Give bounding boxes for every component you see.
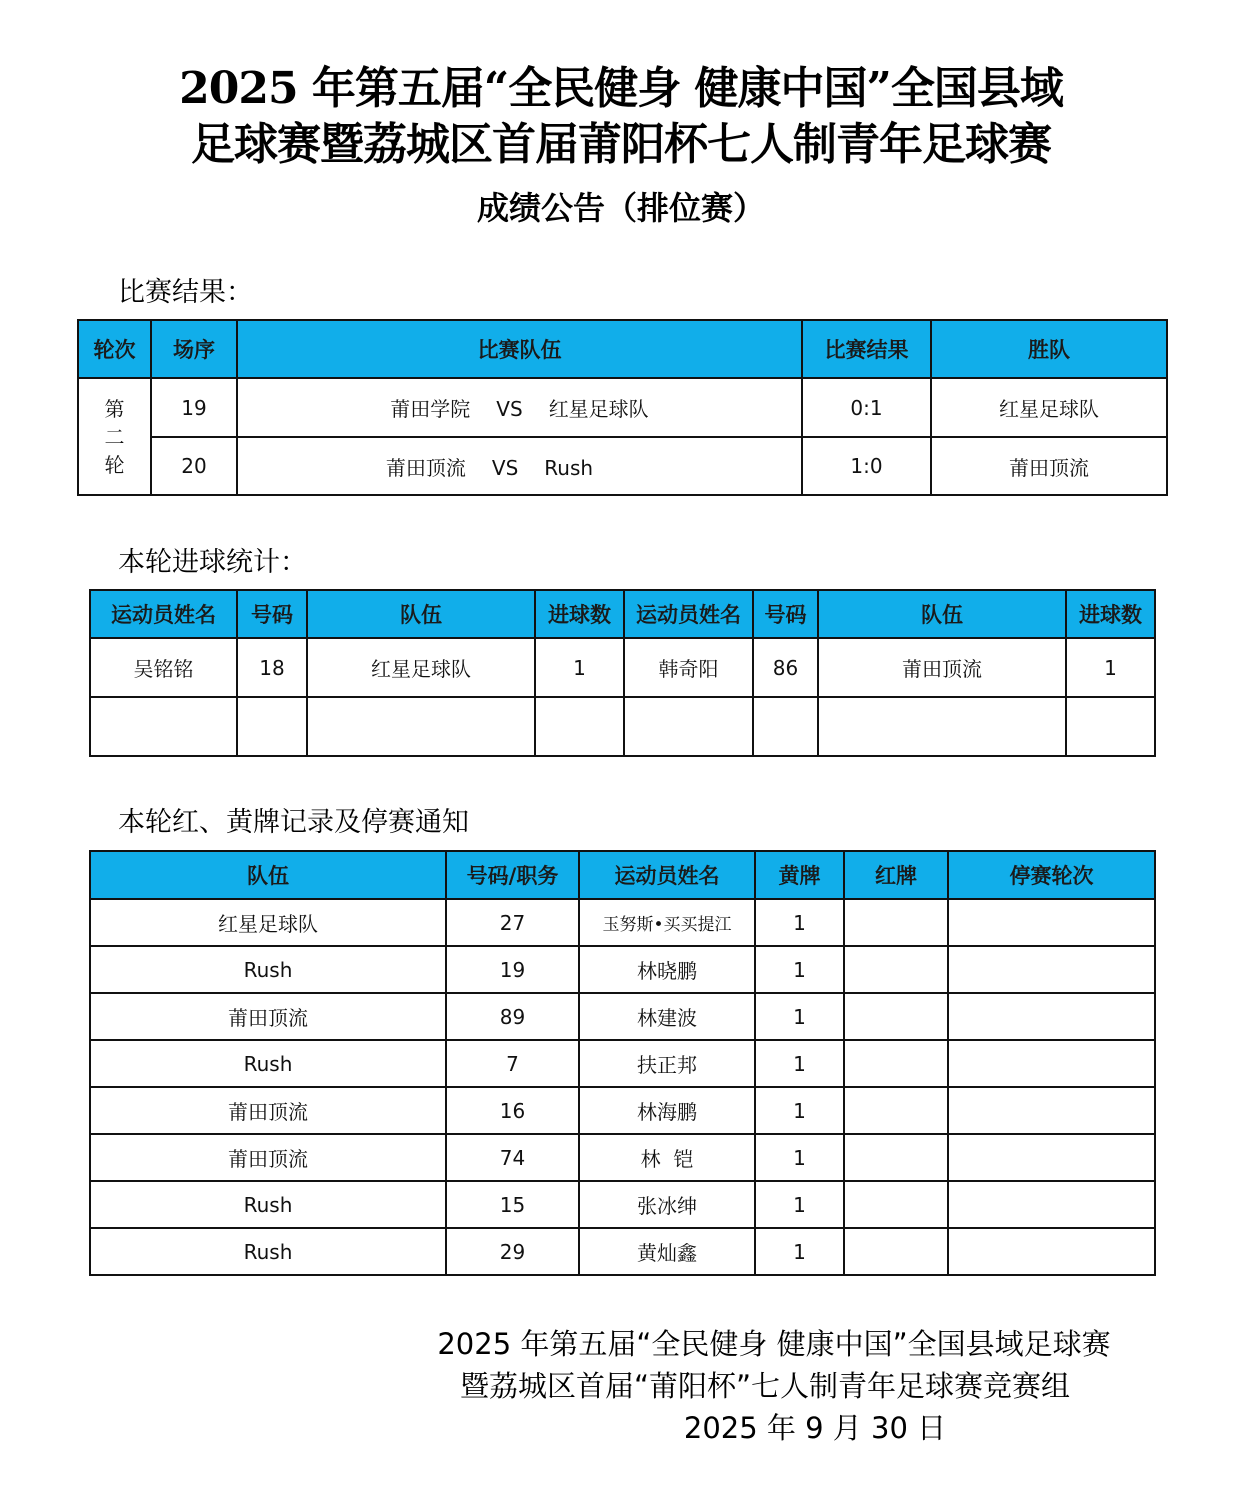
player-team [307,697,535,756]
yellow-count: 1 [755,1040,844,1087]
table-row [90,1134,1155,1181]
col-number: 号码 [237,590,307,638]
card-team: Rush [90,1228,446,1275]
card-number: 74 [446,1134,579,1181]
card-team: Rush [90,1040,446,1087]
player-name [624,697,753,756]
goals-table [89,589,1156,757]
red-count [844,1087,948,1134]
yellow-count: 1 [755,899,844,946]
footer-date: 2025 年 9 月 30 日 [683,1411,947,1445]
table-row [90,1040,1155,1087]
cards-section-label: 本轮红、黄牌记录及停赛通知 [118,807,469,838]
card-number: 89 [446,993,579,1040]
red-count [844,899,948,946]
suspension-rounds [948,1134,1155,1181]
results-table [77,319,1168,496]
card-number: 16 [446,1087,579,1134]
card-player: 玉努斯•买买提江 [579,899,755,946]
match-no: 20 [151,437,237,495]
team-b: 红星足球队 [548,397,649,421]
red-count [844,1040,948,1087]
match-teams [237,437,802,495]
player-name: 吴铭铭 [90,638,237,697]
results-section-label: 比赛结果： [118,277,253,308]
goals-header-row [90,590,1155,638]
card-number: 19 [446,946,579,993]
player-name [90,697,237,756]
goal-count [535,697,624,756]
col-winner: 胜队 [931,320,1167,378]
card-team: Rush [90,1181,446,1228]
round-char: 轮 [104,452,125,477]
col-number-role: 号码/职务 [446,851,579,899]
cards-table [89,850,1156,1276]
col-teams: 比赛队伍 [237,320,802,378]
red-count [844,1181,948,1228]
card-number: 15 [446,1181,579,1228]
round-char: 二 [104,424,125,449]
col-round: 轮次 [78,320,151,378]
table-row [78,437,1167,495]
suspension-rounds [948,1087,1155,1134]
vs-label: VS [496,397,523,421]
player-number: 18 [237,638,307,697]
player-team: 红星足球队 [307,638,535,697]
card-player: 扶正邦 [579,1040,755,1087]
suspension-rounds [948,1228,1155,1275]
table-row [90,899,1155,946]
card-player: 林 铠 [579,1134,755,1181]
results-header-row [78,320,1167,378]
vs-label: VS [491,455,519,480]
table-row [90,946,1155,993]
card-number: 7 [446,1040,579,1087]
card-player: 黄灿鑫 [579,1228,755,1275]
player-team [818,697,1066,756]
col-player-name: 运动员姓名 [90,590,237,638]
table-row [90,1228,1155,1275]
red-count [844,993,948,1040]
card-number: 29 [446,1228,579,1275]
card-player: 林晓鹏 [579,946,755,993]
col-yellow-card: 黄牌 [755,851,844,899]
yellow-count: 1 [755,1134,844,1181]
match-score: 0:1 [802,378,931,437]
suspension-rounds [948,993,1155,1040]
col-suspension: 停赛轮次 [948,851,1155,899]
round-char: 第 [104,396,125,421]
player-name: 韩奇阳 [624,638,753,697]
footer-organizer-line2: 暨荔城区首届“莆阳杯”七人制青年足球赛竞赛组 [459,1369,1071,1403]
match-score: 1:0 [802,437,931,495]
col-goals: 进球数 [1066,590,1155,638]
red-count [844,1228,948,1275]
team-a: 莆田顶流 [385,455,466,480]
card-player: 林建波 [579,993,755,1040]
col-score: 比赛结果 [802,320,931,378]
col-team: 队伍 [90,851,446,899]
col-match-no: 场序 [151,320,237,378]
yellow-count: 1 [755,1087,844,1134]
col-goals: 进球数 [535,590,624,638]
card-team: 莆田顶流 [90,1134,446,1181]
match-no: 19 [151,378,237,437]
player-number [237,697,307,756]
match-teams [237,378,802,437]
card-player: 张冰绅 [579,1181,755,1228]
document-subtitle: 成绩公告（排位赛） [476,189,765,227]
red-count [844,1134,948,1181]
suspension-rounds [948,1040,1155,1087]
col-player-name: 运动员姓名 [579,851,755,899]
suspension-rounds [948,1181,1155,1228]
match-winner: 红星足球队 [931,378,1167,437]
round-cell [78,378,151,495]
player-number: 86 [753,638,818,697]
suspension-rounds [948,899,1155,946]
card-team: 红星足球队 [90,899,446,946]
player-team: 莆田顶流 [818,638,1066,697]
yellow-count: 1 [755,1228,844,1275]
card-player: 林海鹏 [579,1087,755,1134]
goals-section-label: 本轮进球统计： [118,547,307,578]
table-row [90,1087,1155,1134]
goal-count: 1 [535,638,624,697]
suspension-rounds [948,946,1155,993]
table-row-empty [90,697,1155,756]
yellow-count: 1 [755,993,844,1040]
yellow-count: 1 [755,946,844,993]
card-team: 莆田顶流 [90,1087,446,1134]
table-row [90,993,1155,1040]
table-row [78,378,1167,437]
col-number: 号码 [753,590,818,638]
footer-organizer-line1: 2025 年第五届“全民健身 健康中国”全国县域足球赛 [437,1327,1111,1361]
cards-header-row [90,851,1155,899]
match-winner: 莆田顶流 [931,437,1167,495]
yellow-count: 1 [755,1181,844,1228]
col-team: 队伍 [818,590,1066,638]
document-title-line2: 足球赛暨荔城区首届莆阳杯七人制青年足球赛 [191,119,1051,170]
card-team: 莆田顶流 [90,993,446,1040]
goal-count: 1 [1066,638,1155,697]
player-number [753,697,818,756]
col-player-name: 运动员姓名 [624,590,753,638]
red-count [844,946,948,993]
card-number: 27 [446,899,579,946]
document-title-line1: 2025 年第五届“全民健身 健康中国”全国县域 [179,63,1063,114]
team-a: 莆田学院 [390,397,471,421]
card-team: Rush [90,946,446,993]
col-team: 队伍 [307,590,535,638]
table-row [90,1181,1155,1228]
col-red-card: 红牌 [844,851,948,899]
team-b: Rush [544,455,594,480]
table-row [90,638,1155,697]
goal-count [1066,697,1155,756]
